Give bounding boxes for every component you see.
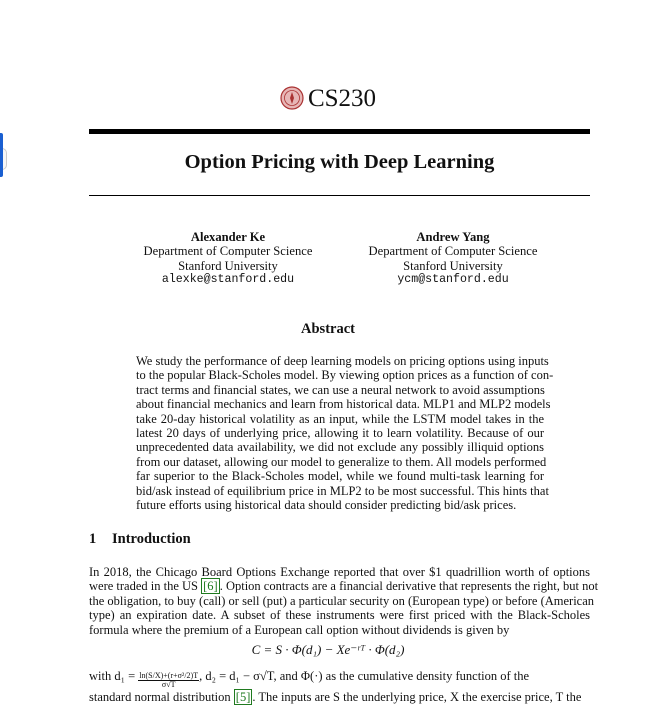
citation-link[interactable]: [5] — [235, 690, 251, 704]
intro-line: In 2018, the Chicago Board Options Exchange reported that over $1 quadrillion worth of options — [89, 565, 590, 579]
section-heading — [89, 531, 191, 548]
stanford-seal-icon — [280, 86, 304, 110]
intro-line: were traded in the US [6] . Option contracts are a financial derivative that represents the right, but not — [89, 579, 599, 594]
intro-line: the obligation, to buy (call) or sell (put) a particular security on (European type) or before (American — [89, 593, 595, 608]
intro-line: formula where the premium of a European call option without dividends is given by — [89, 622, 510, 637]
author-name: Andrew Yang — [416, 230, 490, 244]
abstract-line: unprecedented data availability, we did not exclude any possibly illiquid options — [136, 440, 544, 455]
abstract-line: bid/ask instead of equilibrium price in MLP2 to be most successful. This hints that — [136, 483, 549, 498]
author-email: ycm@stanford.edu — [397, 272, 509, 286]
black-scholes-equation: C = S · Φ(d₁) − Xe⁻ʳᵀ · Φ(d₂) — [251, 642, 405, 657]
abstract-line: tract terms and financial states, we can use a neural network to avoid assumptions — [136, 382, 545, 397]
author-dept: Department of Computer Science — [368, 244, 538, 259]
course-logo — [0, 84, 656, 114]
abstract-line: far superior to the Black-Scholes model, while we found multi-task learning for — [136, 469, 544, 484]
intro-paragraph — [89, 565, 599, 637]
intro-line: type) an expiration date. A subset of these instruments were first priced with the Black-Scholes — [89, 608, 590, 623]
section-title: Introduction — [112, 531, 191, 547]
abstract-line: to the popular Black-Scholes model. By viewing option prices as a function of con- — [136, 368, 554, 383]
abstract-line: latest 20 days of underlying price, allowing it to learn volatility. Because of our — [136, 426, 544, 441]
author-1 — [130, 230, 326, 287]
abstract-body — [136, 354, 554, 513]
paper-title: Option Pricing with Deep Learning — [184, 151, 495, 173]
abstract-line: from our dataset, allowing our model to generalize to them. All models performed — [136, 454, 547, 469]
intro-continued: with d₁ = $\frac{\text{ln(S/X)+(r+σ²/2)T}}{\sigma√T}$, d₂ = d₁ − σ√T, and Φ(·) as the cumulative density function of the standard normal distribution [5] . The inputs are S the underlying price, X the exercise price, T the — [89, 669, 582, 704]
author-name: Alexander Ke — [190, 230, 266, 244]
abstract-line: about financial mechanics and learn from historical data. MLP1 and MLP2 models — [136, 397, 551, 412]
side-panel-indicator[interactable] — [0, 133, 3, 177]
abstract-line: We study the performance of deep learning models on pricing options using inputs — [136, 354, 549, 368]
title-rule-top — [89, 129, 590, 134]
logo-text: CS230 — [307, 85, 377, 112]
abstract-line: take 20-day historical volatility as an input, while the LSTM model takes in the — [136, 411, 544, 426]
author-univ: Stanford University — [403, 258, 503, 273]
d1-fraction: $\frac{\text{ln(S/X)+(r+σ²/2)T}}{\sigma√T}$ — [139, 671, 199, 689]
author-email: alexke@stanford.edu — [161, 272, 295, 286]
author-2 — [355, 230, 551, 287]
section-number: 1 — [89, 531, 97, 547]
author-univ: Stanford University — [178, 258, 278, 273]
title-rule-bottom — [89, 195, 590, 196]
abstract-line: future efforts using historical data should consider predicting bid/ask prices. — [136, 498, 517, 513]
abstract-heading: Abstract — [301, 321, 355, 337]
citation-link[interactable]: [6] — [203, 579, 218, 594]
author-dept: Department of Computer Science — [143, 244, 313, 259]
